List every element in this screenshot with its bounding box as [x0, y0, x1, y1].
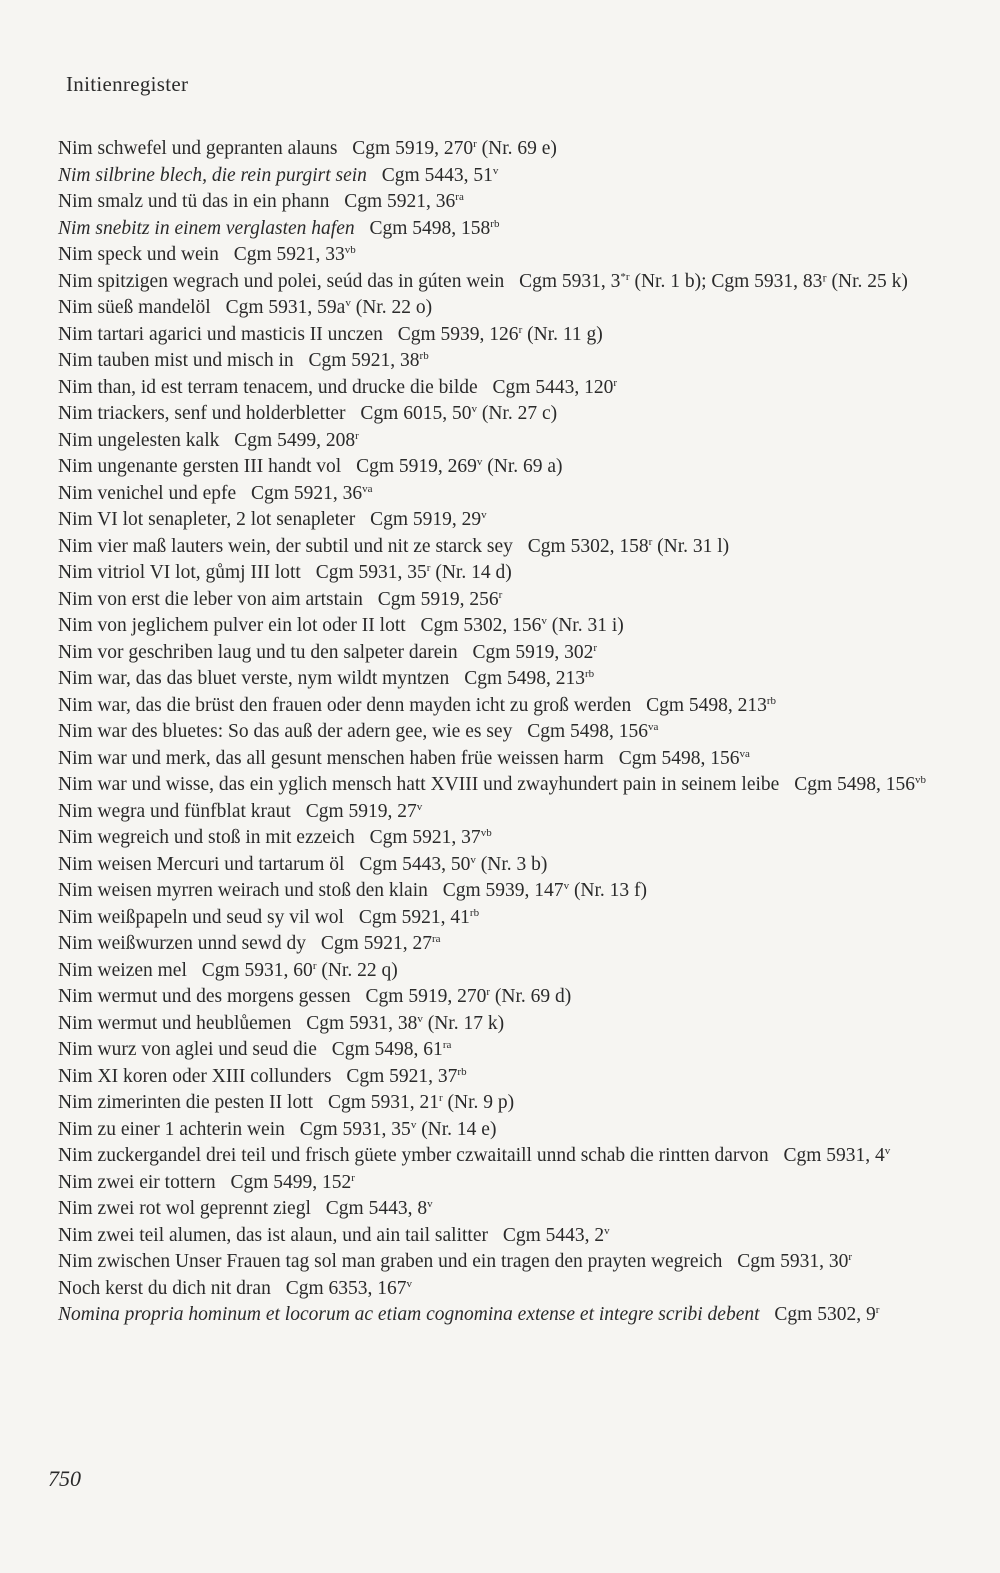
entry-reference — [503, 1225, 610, 1246]
index-entry — [58, 587, 938, 614]
reference-shelfmark: Cgm 5921, 38 — [308, 350, 420, 371]
entry-reference — [528, 536, 729, 557]
entry-reference — [421, 615, 624, 636]
reference-shelfmark: Cgm 5931, 60 — [201, 959, 313, 981]
folio-side-superscript: *r — [620, 270, 630, 283]
entry-reference — [308, 350, 428, 371]
reference-tail: (Nr. 27 c) — [476, 403, 558, 424]
entry-incipit: Nim venichel und epfe — [58, 482, 237, 504]
folio-side-superscript: r — [486, 986, 491, 998]
folio-side-superscript: r — [473, 138, 477, 150]
index-entry — [58, 719, 938, 746]
reference-shelfmark: Cgm 5921, 37 — [346, 1065, 458, 1087]
reference-shelfmark: Cgm 5498, 158 — [369, 217, 491, 239]
index-entry — [58, 295, 938, 322]
index-entry — [58, 534, 938, 561]
index-entry — [58, 1064, 938, 1091]
index-entry — [58, 242, 938, 269]
folio-side-superscript: v — [471, 403, 477, 415]
reference-shelfmark: Cgm 5931, 59a — [225, 297, 346, 318]
folio-side-superscript: vb — [344, 244, 356, 256]
folio-side-superscript: r — [593, 641, 597, 654]
entry-reference — [328, 1092, 514, 1113]
entry-incipit: Nim vor geschriben laug und tu den salpeter darein — [58, 641, 458, 663]
index-entry — [58, 746, 938, 773]
entry-reference — [202, 960, 398, 981]
index-entry — [58, 216, 938, 243]
index-entry — [58, 693, 938, 720]
folio-side-superscript: v — [884, 1145, 891, 1157]
folio-side-superscript: vb — [915, 774, 927, 786]
entry-incipit: Nim vier maß lauters wein, der subtil und nit ze starck sey — [58, 535, 513, 557]
folio-side-superscript: ra — [455, 191, 464, 203]
reference-shelfmark: Cgm 5931, 35 — [299, 1118, 411, 1140]
entry-reference — [306, 1013, 504, 1034]
folio-side-superscript: va — [739, 747, 750, 760]
folio-side-superscript: rb — [766, 694, 777, 707]
entry-reference — [646, 695, 776, 716]
entry-reference — [234, 430, 358, 451]
entry-reference — [321, 933, 441, 954]
entry-reference — [774, 1304, 879, 1325]
entry-incipit: Nim XI koren oder XIII collunders — [58, 1065, 332, 1087]
index-entry — [58, 507, 938, 534]
reference-shelfmark: Cgm 5921, 36 — [251, 482, 363, 504]
index-entry — [58, 481, 938, 508]
index-entry — [58, 401, 938, 428]
entry-incipit: Nim von jeglichem pulver ein lot oder II lott — [58, 615, 406, 636]
reference-shelfmark: Cgm 5919, 27 — [305, 800, 417, 822]
reference-tail: (Nr. 9 p) — [442, 1092, 515, 1113]
reference-tail: (Nr. 17 k) — [422, 1012, 505, 1034]
entry-incipit: Nim snebitz in einem verglasten hafen — [58, 217, 355, 239]
reference-shelfmark: Cgm 5302, 9 — [774, 1304, 876, 1325]
entry-incipit: Nomina propria hominum et locorum ac etiam cognomina extense et integre scribi debent — [58, 1304, 760, 1325]
reference-shelfmark: Cgm 5443, 8 — [325, 1198, 428, 1219]
folio-side-superscript: v — [470, 853, 476, 866]
folio-side-superscript: v — [345, 297, 351, 309]
index-entry — [58, 189, 938, 216]
entry-reference — [370, 509, 487, 530]
reference-tail: (Nr. 69 e) — [476, 138, 557, 159]
entry-reference — [251, 483, 372, 504]
folio-side-superscript: v — [492, 164, 499, 177]
folio-side-superscript: r — [613, 376, 618, 389]
entry-reference — [382, 165, 499, 186]
entry-reference — [356, 456, 562, 477]
entry-incipit: Nim wermut und heublůemen — [58, 1012, 292, 1034]
entry-incipit: Nim vitriol VI lot, gůmj III lott — [58, 562, 301, 583]
entry-incipit: Nim tartari agarici und masticis II unczen — [58, 323, 383, 345]
entry-incipit: Nim weizen mel — [58, 959, 187, 981]
entry-incipit: Nim zuckergandel drei teil und frisch güete ymber czwaitaill unnd schab die rintten darvon — [58, 1145, 769, 1166]
index-entry — [58, 984, 938, 1011]
reference-shelfmark: Cgm 5919, 270 — [365, 986, 487, 1007]
index-entry — [58, 613, 938, 640]
entry-incipit: Nim wegreich und stoß in mit ezzeich — [58, 827, 355, 848]
entry-reference — [226, 297, 432, 318]
entry-reference — [230, 1172, 354, 1193]
index-entry — [58, 375, 938, 402]
index-entry — [58, 1117, 938, 1144]
reference-shelfmark: Cgm 5931, 38 — [306, 1012, 418, 1034]
reference-shelfmark: Cgm 5498, 156 — [618, 747, 740, 769]
running-header: Initienregister — [66, 72, 189, 96]
reference-shelfmark: Cgm 5443, 2 — [502, 1224, 605, 1246]
entry-incipit: Nim VI lot senapleter, 2 lot senapleter — [58, 509, 356, 530]
entry-reference — [737, 1251, 852, 1272]
reference-shelfmark: Cgm 5302, 158 — [527, 535, 649, 557]
entry-incipit: Nim zwei eir tottern — [58, 1171, 216, 1193]
index-entry — [58, 1143, 938, 1170]
entry-incipit: Nim ungenante gersten III handt vol — [58, 456, 342, 477]
entry-reference — [234, 244, 356, 265]
entry-incipit: Nim tauben mist und misch in — [58, 350, 294, 371]
index-entry — [58, 666, 938, 693]
entry-incipit: Nim triackers, senf und holderbletter — [58, 403, 346, 424]
reference-shelfmark: Cgm 5921, 41 — [358, 906, 470, 928]
index-entry-list — [58, 136, 938, 1329]
entry-reference — [332, 1039, 452, 1060]
entry-reference — [366, 986, 572, 1007]
reference-shelfmark: Cgm 5921, 27 — [320, 933, 432, 954]
folio-side-superscript: ra — [431, 933, 441, 945]
folio-side-superscript: rb — [419, 350, 429, 362]
reference-shelfmark: Cgm 5921, 33 — [233, 244, 345, 265]
index-entry — [58, 825, 938, 852]
folio-side-superscript: rb — [457, 1065, 467, 1078]
entry-incipit: Nim silbrine blech, die rein purgirt sein — [58, 164, 367, 186]
reference-shelfmark: Cgm 5498, 213 — [646, 694, 767, 716]
reference-shelfmark: Cgm 5443, 50 — [359, 853, 471, 875]
folio-side-superscript: va — [648, 721, 659, 733]
reference-shelfmark: Cgm 5443, 51 — [381, 164, 493, 186]
index-entry — [58, 1196, 938, 1223]
entry-incipit: Nim weisen myrren weirach und stoß den klain — [58, 880, 428, 901]
folio-side-superscript: rb — [585, 668, 595, 680]
index-entry — [58, 772, 938, 799]
reference-tail: (Nr. 31 l) — [652, 535, 730, 557]
index-entry — [58, 1011, 938, 1038]
entry-reference — [794, 774, 926, 795]
reference-shelfmark: Cgm 5931, 35 — [315, 562, 427, 583]
reference-shelfmark: Cgm 5921, 37 — [369, 827, 481, 848]
reference-tail: (Nr. 13 f) — [569, 880, 648, 901]
folio-side-superscript: v — [481, 509, 487, 521]
reference-shelfmark: Cgm 5931, 3 — [519, 270, 621, 292]
folio-side-superscript: r — [426, 562, 431, 574]
entry-incipit: Nim wermut und des morgens gessen — [58, 986, 351, 1007]
reference-tail: (Nr. 14 e) — [416, 1118, 497, 1140]
entry-incipit: Nim war und wisse, das ein yglich mensch hatt XVIII und zwayhundert pain in seinem leibe — [58, 774, 780, 795]
reference-shelfmark: Cgm 5921, 36 — [344, 191, 456, 212]
reference-shelfmark: Cgm 6015, 50 — [360, 403, 472, 424]
reference-shelfmark: Cgm 5931, 21 — [327, 1092, 439, 1113]
folio-side-superscript: v — [563, 880, 570, 892]
folio-side-superscript: r — [518, 323, 523, 336]
index-entry — [58, 163, 938, 190]
index-entry — [58, 905, 938, 932]
folio-side-superscript: va — [362, 482, 373, 495]
entry-reference — [316, 562, 512, 583]
index-entry — [58, 322, 938, 349]
entry-incipit: Nim zu einer 1 achterin wein — [58, 1118, 285, 1140]
entry-reference — [344, 191, 464, 212]
reference-tail: (Nr. 69 d) — [490, 986, 572, 1007]
entry-reference — [286, 1278, 412, 1299]
entry-reference — [352, 138, 557, 159]
entry-incipit: Nim zwei teil alumen, das ist alaun, und ain tail salitter — [58, 1224, 488, 1246]
index-entry — [58, 428, 938, 455]
reference-shelfmark: Cgm 5498, 156 — [527, 721, 649, 742]
folio-side-superscript: ra — [442, 1039, 452, 1051]
folio-side-superscript: v — [427, 1198, 433, 1210]
entry-reference — [326, 1198, 433, 1219]
index-entry — [58, 348, 938, 375]
entry-incipit: Nim smalz und tü das in ein phann — [58, 191, 330, 212]
folio-side-superscript: v — [541, 615, 547, 627]
reference-shelfmark: Cgm 5499, 208 — [234, 429, 356, 451]
reference-tail: (Nr. 22 q) — [316, 959, 398, 981]
entry-reference — [783, 1145, 890, 1166]
entry-incipit: Nim zimerinten die pesten II lott — [58, 1092, 314, 1113]
index-entry — [58, 269, 938, 296]
entry-incipit: Nim wurz von aglei und seud die — [58, 1039, 317, 1060]
entry-reference — [359, 907, 479, 928]
folio-side-superscript: v — [476, 456, 483, 468]
reference-shelfmark: Cgm 5939, 126 — [397, 323, 519, 345]
reference-shelfmark: Cgm 5443, 120 — [492, 376, 614, 398]
entry-reference — [306, 801, 423, 822]
folio-side-superscript: r — [439, 1092, 443, 1104]
reference-shelfmark: Cgm 5919, 256 — [377, 588, 499, 610]
index-entry — [58, 931, 938, 958]
entry-incipit: Nim wegra und fünfblat kraut — [58, 800, 291, 822]
folio-side-superscript: v — [416, 800, 423, 813]
folio-side-superscript: r — [351, 1171, 355, 1184]
entry-reference — [359, 854, 547, 875]
index-entry — [58, 1249, 938, 1276]
index-entry — [58, 1037, 938, 1064]
entry-incipit: Nim spitzigen wegrach und polei, seúd das in gúten wein — [58, 270, 505, 292]
reference-shelfmark: Cgm 5499, 152 — [230, 1171, 352, 1193]
entry-incipit: Nim süeß mandelöl — [58, 297, 211, 318]
index-entry — [58, 454, 938, 481]
entry-incipit: Noch kerst du dich nit dran — [58, 1277, 271, 1299]
entry-incipit: Nim war, das das bluet verste, nym wildt myntzen — [58, 668, 450, 689]
index-entry — [58, 1090, 938, 1117]
entry-incipit: Nim zwischen Unser Frauen tag sol man graben und ein tragen den prayten wegreich — [58, 1251, 723, 1272]
entry-incipit: Nim weißwurzen unnd sewd dy — [58, 933, 307, 954]
folio-side-superscript: v — [406, 1277, 413, 1290]
index-entry — [58, 1302, 938, 1329]
reference-tail: (Nr. 31 i) — [546, 615, 624, 636]
folio-side-superscript: rb — [490, 217, 500, 230]
entry-incipit: Nim than, id est terram tenacem, und drucke die bilde — [58, 376, 478, 398]
entry-incipit: Nim von erst die leber von aim artstain — [58, 588, 363, 610]
entry-reference — [346, 1066, 466, 1087]
folio-side-superscript: r — [648, 535, 653, 548]
index-entry — [58, 560, 938, 587]
page-number: 750 — [48, 1466, 81, 1491]
index-entry — [58, 1276, 938, 1303]
entry-incipit: Nim schwefel und gepranten alauns — [58, 138, 338, 159]
reference-tail: (Nr. 14 d) — [430, 562, 512, 583]
reference-shelfmark: Cgm 6353, 167 — [285, 1277, 407, 1299]
entry-reference — [378, 589, 502, 610]
entry-incipit: Nim war, das die brüst den frauen oder denn mayden icht zu groß werden — [58, 694, 632, 716]
index-entry — [58, 878, 938, 905]
folio-side-superscript: r — [312, 959, 317, 972]
entry-reference — [398, 324, 603, 345]
reference-shelfmark: Cgm 5931, 30 — [737, 1251, 849, 1272]
entry-incipit: Nim weißpapeln und seud sy vil wol — [58, 906, 344, 928]
index-entry — [58, 1170, 938, 1197]
index-entry — [58, 640, 938, 667]
reference-shelfmark: Cgm 5919, 269 — [356, 456, 477, 477]
folio-side-superscript: rb — [469, 906, 480, 919]
index-entry — [58, 799, 938, 826]
entry-incipit: Nim war des bluetes: So das auß der adern gee, wie es sey — [58, 721, 513, 742]
index-entry — [58, 1223, 938, 1250]
entry-reference — [370, 827, 492, 848]
entry-incipit: Nim zwei rot wol geprennt ziegl — [58, 1198, 311, 1219]
entry-reference — [519, 271, 908, 292]
reference-shelfmark: Cgm 5498, 213 — [464, 668, 585, 689]
reference-shelfmark: Cgm 5919, 29 — [370, 509, 482, 530]
reference-shelfmark: Cgm 5931, 4 — [783, 1145, 885, 1166]
reference-tail: (Nr. 11 g) — [522, 323, 603, 345]
reference-shelfmark: Cgm 5302, 156 — [420, 615, 542, 636]
index-entry — [58, 136, 938, 163]
reference-shelfmark: Cgm 5498, 61 — [331, 1039, 443, 1060]
reference-tail: (Nr. 22 o) — [350, 297, 433, 318]
reference-shelfmark: Cgm 5919, 302 — [472, 641, 594, 663]
entry-reference — [443, 880, 647, 901]
reference-tail: (Nr. 1 b); Cgm 5931, 83ʳ (Nr. 25 k) — [629, 270, 908, 292]
folio-side-superscript: r — [875, 1304, 880, 1316]
folio-side-superscript: v — [417, 1012, 423, 1025]
reference-tail: (Nr. 69 a) — [482, 456, 563, 477]
reference-shelfmark: Cgm 5498, 156 — [794, 774, 916, 795]
reference-shelfmark: Cgm 5919, 270 — [352, 138, 474, 159]
entry-reference — [464, 668, 594, 689]
folio-side-superscript: r — [498, 588, 503, 601]
index-entry — [58, 852, 938, 879]
entry-reference — [473, 642, 597, 663]
entry-reference — [527, 721, 658, 742]
entry-reference — [300, 1119, 497, 1140]
entry-incipit: Nim weisen Mercuri und tartarum öl — [58, 853, 345, 875]
entry-reference — [360, 403, 557, 424]
index-entry — [58, 958, 938, 985]
entry-reference — [369, 218, 499, 239]
entry-reference — [493, 377, 617, 398]
entry-incipit: Nim war und merk, das all gesunt menschen haben früe weissen harm — [58, 747, 604, 769]
entry-incipit: Nim ungelesten kalk — [58, 429, 220, 451]
folio-side-superscript: v — [410, 1118, 417, 1131]
folio-side-superscript: r — [848, 1251, 853, 1263]
entry-reference — [619, 748, 750, 769]
reference-shelfmark: Cgm 5939, 147 — [442, 880, 564, 901]
entry-incipit: Nim speck und wein — [58, 244, 219, 265]
folio-side-superscript: r — [355, 429, 359, 442]
folio-side-superscript: v — [604, 1224, 610, 1237]
folio-side-superscript: vb — [480, 827, 492, 839]
reference-tail: (Nr. 3 b) — [475, 853, 548, 875]
